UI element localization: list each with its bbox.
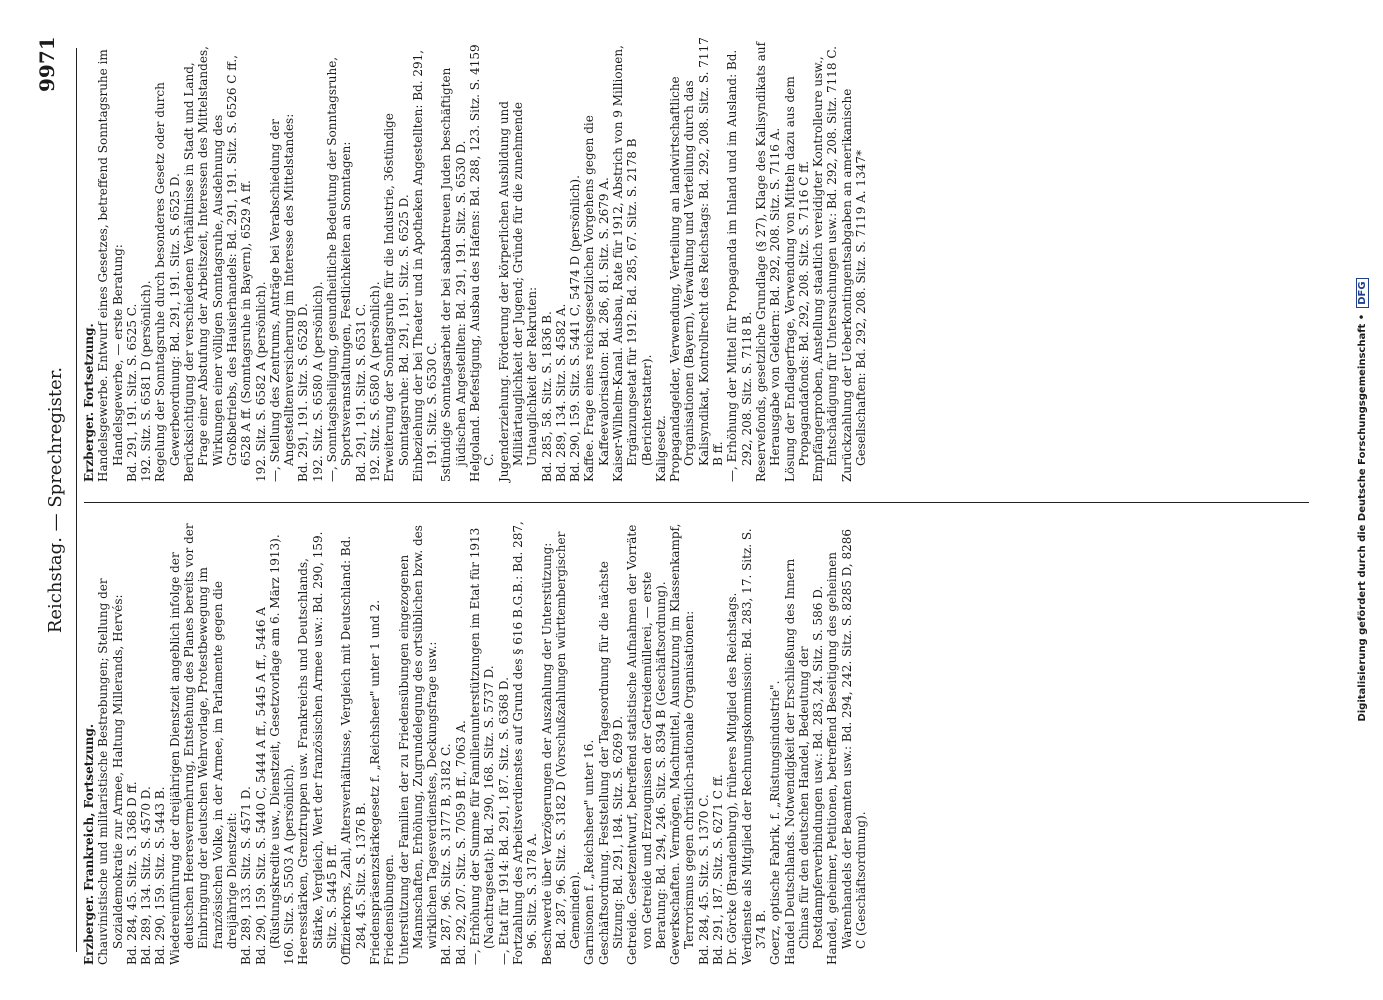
register-entry: —, Stellung des Zentrums, Anträge bei Verabschiedung der Angestelltenversicherung im Interesse des Mittelstandes: [267,113,297,482]
register-entry: Gewerkschaften. Vermögen, Machtmittel, Ausnutzung im Klassenkampf, Terrorismus gegen christlich-nationale Organisationen: [668,523,697,965]
register-entry: Handelsgewerbe. Entwurf eines Gesetzes, betreffend Sonntagsruhe im Handelsgewerbe, — erste Beratung: [96,49,125,482]
register-entry: Bd. 290, 159. Sitz. S. 5441 C, 5474 D (persönlich). [568,175,583,482]
register-entry: Bd. 291, 191. Sitz. S. 6528 D. [296,303,311,482]
register-entry: Berücksichtigung der verschiedenen Verhältnisse in Stadt und Land, Frage einer Abstufung der Arbeitszeit, Interessen des Mittelstandes, Wirkungen einer völligen Sonntagsruhe, Ausdehnung des Großbetriebs, des Hausierhandels: Bd. 291, 191. Sitz. S. 6526 C ff., 6528 A ff. (Sonntagsruhe in Bayern), 6529 A ff. [182,46,254,482]
register-entry: Handel, geheimer, Petitionen, betreffend Beseitigung des geheimen Warenhandels der Beamten usw.: Bd. 294, 242. Sitz. S. 8285 D, 8286 C (Geschäftsordnung). [825,528,869,965]
register-entry: Chauvinistische und militaristische Bestrebungen; Stellung der Sozialdemokratie zur Armee, Haltung Millerands, Hervés: [96,578,125,965]
register-entry: Beschwerde über Verzögerungen der Auszahlung der Unterstützung: Bd. 287, 96. Sitz. S. 3182 D (Vorschußzahlungen württembergischer Gemeinden). [539,531,583,965]
register-entry: Bd. 289, 134. Sitz. S. 4570 D. [139,786,154,965]
register-entry: Fortzahlung des Arbeitsverdienstes auf Grund des § 616 B.G.B.: Bd. 287, 96. Sitz. S. 3178 A. [510,521,540,965]
register-entry: Regelung der Sonntagsruhe durch besonderes Gesetz oder durch Gewerbeordnung: Bd. 291, 191. Sitz. S. 6525 D. [153,82,182,482]
register-entry: —, Erhöhung der Summe für Familienunterstützungen im Etat für 1913 (Nachtragsetat): Bd. 290, 168. Sitz. S. 5737 D. [468,527,497,965]
register-entry: Helgoland. Befestigung, Ausbau des Hafens: Bd. 288, 123. Sitz. S. 4159 C. [468,44,497,482]
register-entry: —, Sonntagsheiligung, gesundheitliche Bedeutung der Sonntagsruhe, Sportsveranstaltungen, Festlichkeiten an Sonntagen: [325,56,354,482]
register-entry: Bd. 291, 191. Sitz. S. 6531 C. [353,303,368,482]
register-entry: Goerz, optische Fabrik, f. „Rüstungsindustrie". [768,680,783,965]
register-entry: 192. Sitz. S. 6580 A (persönlich). [367,281,382,482]
digitization-credit [1356,0,1369,1000]
register-entry: Kaligesetz. [653,415,668,482]
left-column [82,519,868,965]
register-entry: Bd. 289, 134. Sitz. S. 4582 A. [553,303,568,482]
register-entry: 192. Sitz. S. 6581 D (persönlich). [139,280,154,482]
register-entry: Heeresstärken, Grenztruppen usw. Frankreichs und Deutschlands, Stärke, Vergleich, Wert der französischen Armee usw.: Bd. 290, 159. Sitz. S. 5445 B ff. [296,531,340,965]
page-number: 9971 [35,36,59,92]
register-entry: Bd. 285, 58. Sitz. S. 1836 B. [539,311,554,482]
header-rule [76,48,77,952]
register-entry: Jugenderziehung. Förderung der körperlichen Ausbildung und Militärtauglichkeit der Jugend; Gründe für die zunehmende Untauglichkeit der Rekruten: [496,101,540,482]
register-entry: Wiedereinführung der dreijährigen Dienstzeit angeblich infolge der deutschen Heeresvermehrung, Entstehung des Planes bereits vor der Einbringung der deutschen Wehrvorlage, Protestbewegung im französischen Volke, in der Armee, im Parlamente gegen die dreijährige Dienstzeit: [167,523,239,965]
register-entry: 192. Sitz. S. 6580 A (persönlich). [310,281,325,482]
register-entry: Unterstützung der Familien der zu Friedensübungen eingezogenen Mannschaften, Erhöhung, Zugrundelegung des ortsüblichen bzw. des wirklichen Tagesverdienstes, Deckungsfrage usw.: [396,525,440,965]
register-entry: Lösung der Endlagerfrage, Verwendung von Mitteln dazu aus dem Propagandafonds: Bd. 292, 208. Sitz. S. 7116 C ff. [782,76,811,482]
register-entry: Bd. 287, 96. Sitz. S. 3177 B, 3182 C. [439,743,454,965]
register-entry: Erzberger. Frankreich, Fortsetzung. [82,723,96,965]
register-entry: 192. Sitz. S. 6582 A (persönlich). [253,281,268,482]
register-entry: Bd. 290, 159. Sitz. S. 5443 B. [153,786,168,965]
register-entry: Bd. 289, 133. Sitz. S. 4571 D. [239,786,254,965]
register-entry: Friedenspräsenzstärkegesetz f. „Reichsheer" unter 1 und 2. [367,599,382,965]
register-entry: Erweiterung der Sonntagsruhe für die Industrie, 36stündige Sonntagsruhe: Bd. 291, 191. Sitz. S. 6525 D. [382,113,411,482]
register-entry: Friedensübungen. [382,854,397,965]
register-entry: Kaffee. Frage eines reichsgesetzlichen Vorgehens gegen die Kaffeevalorisation: Bd. 286, 81. Sitz. S. 2679 A. [582,115,611,482]
register-entry: Bd. 290, 159. Sitz. S. 5440 C, 5444 A ff., 5445 A ff., 5446 A (Rüstungskredite usw., Dienstzeit, Gesetzvorlage am 6. März 1913). [253,534,282,965]
register-entry: Zurückzahlung der Ueberkontingentsabgaben an amerikanische Gesellschaften: Bd. 292, 208. Sitz. S. 7119 A. 1347* [839,88,869,482]
register-entry: Empfängerproben, Anstellung staatlich vereidigter Kontrolleure usw., Entschädigung für Untersuchungen usw.: Bd. 292, 208. Sitz. 7118 C. [811,46,840,482]
register-entry: Bd. 284, 45. Sitz. S. 1368 D ff. [124,781,139,965]
register-entry: Reservefonds, gesetzliche Grundlage (§ 27), Klage des Kalisyndikats auf Herausgabe von Geldern: Bd. 292, 208. Sitz. S. 7116 A. [753,41,783,482]
register-entry: Kaiser-Wilhelm-Kanal. Ausbau, Rate für 1912, Abstrich von 9 Millionen, Ergänzungsetat für 1912: Bd. 285, 67. Sitz. S. 2178 B (Berichterstatter). [610,45,654,482]
register-entry: Geschäftsordnung. Feststellung der Tagesordnung für die nächste Sitzung: Bd. 291, 184. Sitz. S. 6269 D. [596,561,625,965]
register-entry: Garnisonen f. „Reichsheer" unter 16. [582,739,597,965]
register-entry: Offizierkorps, Zahl, Altersverhältnisse, Vergleich mit Deutschland: Bd. 284, 45. Sitz. S. 1376 B. [339,535,368,965]
register-entry: 160. Sitz. S. 5503 A (persönlich). [282,764,297,965]
register-entry: Erzberger. Fortsetzung. [82,323,96,482]
column-divider [84,502,1309,503]
register-entry: 5stündige Sonntagsarbeit der bei sabbattreuen Juden beschäftigten jüdischen Angestellten: Bd. 291, 191. Sitz. S. 6530 D. [439,67,468,482]
register-entry: Bd. 291, 187. Sitz. S. 6271 C ff. [711,774,726,965]
register-entry: Dr. Görcke (Brandenburg), früheres Mitglied des Reichstags. [725,592,740,965]
register-entry: —, Etat für 1914: Bd. 291, 187. Sitz. S. 6368 D. [496,677,511,965]
register-entry: Bd. 292, 207. Sitz. S. 7059 B ff., 7063 A. [453,720,468,965]
register-entry: Handel Deutschlands. Notwendigkeit der Erschließung des Innern Chinas für den deutschen Handel, Bedeutung der Postdampferverbindungen usw.: Bd. 283, 24. Sitz. S. 586 D. [782,558,826,965]
register-entry: Einbeziehung der bei Theater und in Apotheken Angestellten: Bd. 291, 191. Sitz. S. 6530 C. [410,49,440,482]
register-entry: Bd. 284, 45. Sitz. S. 1370 C. [696,794,711,965]
register-entry: Propagandagelder, Verwendung, Verteilung an landwirtschaftliche Organisationen (Bayern), Verwaltung und Verteilung durch das Kalisyndikat, Kontrollrecht des Reichstags: Bd. 292, 208. Sitz. S. 7117 B ff. [668,37,726,482]
right-column [82,36,868,482]
register-entry: Verdienste als Mitglied der Rechnungskommission: Bd. 283, 17. Sitz. S. 374 B. [739,528,768,965]
register-entry: Bd. 291, 191. Sitz. S. 6525 C. [124,303,139,482]
credit-text: Digitalisierung gefördert durch die Deutsche Forschungsgemeinschaft • [1357,313,1368,722]
register-entry: Getreide. Gesetzentwurf, betreffend statistische Aufnahmen der Vorräte von Getreide und Erzeugnissen der Getreidemüllerei, — erste Beratung: Bd. 294, 246. Sitz. S. 8394 B (Geschäftsordnung). [625,524,668,965]
register-entry: —, Erhöhung der Mittel für Propaganda im Inland und im Ausland: Bd. 292, 208. Sitz. S. 7118 B. [725,49,754,482]
dfg-badge: DFG [1356,278,1369,307]
page-header: Reichstag. — Sprechregister. [45,366,66,634]
